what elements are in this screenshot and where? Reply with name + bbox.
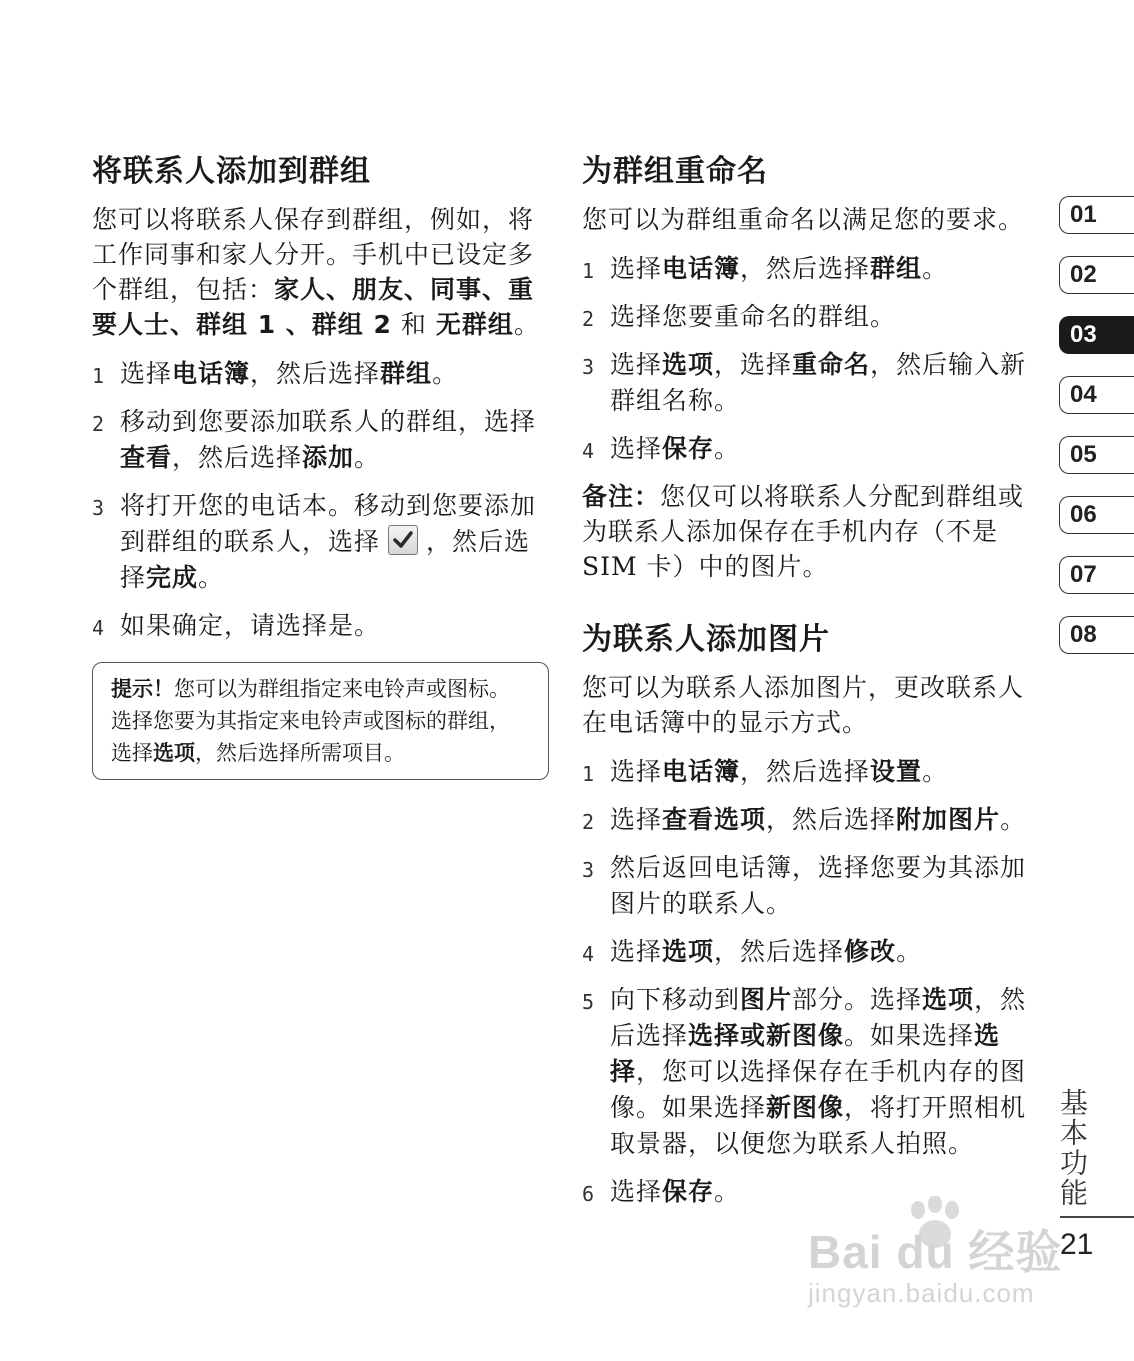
note-paragraph: 备注：您仅可以将联系人分配到群组或为联系人添加保存在手机内存（不是 SIM 卡）中的图片。 [582,482,1025,581]
left-column [92,150,548,780]
tab-04[interactable]: 04 [1059,376,1134,414]
step-item: 1 选择电话簿，然后选择设置。 [582,757,949,786]
add-to-group-steps [92,356,548,644]
picture-steps [582,754,1034,1210]
checkmark-icon [388,525,418,555]
rename-intro: 您可以为群组重命名以满足您的要求。 [582,205,1025,234]
step-item: 6 选择保存。 [582,1177,741,1206]
step-item: 4 选择保存。 [582,434,741,463]
section-title-add-picture: 为联系人添加图片 [582,622,830,657]
step-item: 3 将打开您的电话本。移动到您要添加到群组的联系人，选择 ，然后选择完成。 [92,491,537,592]
intro-paragraph: 您可以将联系人保存到群组，例如，将工作同事和家人分开。手机中已设定多个群组，包括：家人、朋友、同事、重要人士、群组 1 、群组 2 和 无群组。 [92,205,540,339]
section-title-rename-group: 为群组重命名 [582,154,768,189]
step-item: 3 选择选项，选择重命名，然后输入新群组名称。 [582,350,1027,415]
watermark-logo: Bai du 经验 [808,1226,1063,1278]
step-item: 2 选择查看选项，然后选择附加图片。 [582,805,1027,834]
tab-03[interactable]: 03 [1059,316,1134,354]
tab-07[interactable]: 07 [1059,556,1134,594]
step-item: 1 选择电话簿，然后选择群组。 [582,254,949,283]
step-item: 4 如果确定，请选择是。 [92,611,381,640]
watermark [808,1196,1068,1316]
tab-01[interactable]: 01 [1059,196,1134,234]
chapter-tabs [1059,196,1134,676]
step-item: 5 向下移动到图片部分。选择选项，然后选择选择或新图像。如果选择选择，您可以选择保存在手机内存的图像。如果选择新图像，将打开照相机取景器，以便您为联系人拍照。 [582,985,1027,1158]
watermark-url: jingyan.baidu.com [808,1278,1035,1308]
page-number: 21 [1060,1228,1094,1261]
step-item: 1 选择电话簿，然后选择群组。 [92,359,459,388]
page-divider [1060,1216,1134,1218]
chapter-label: 基本功能 [1056,1088,1089,1208]
step-item: 4 选择选项，然后选择修改。 [582,937,923,966]
tab-08[interactable]: 08 [1059,616,1134,654]
rename-steps [582,251,1034,467]
tab-05[interactable]: 05 [1059,436,1134,474]
picture-intro: 您可以为联系人添加图片，更改联系人在电话簿中的显示方式。 [582,673,1025,737]
tab-06[interactable]: 06 [1059,496,1134,534]
right-column [582,150,1034,1222]
step-item: 2 移动到您要添加联系人的群组，选择查看，然后选择添加。 [92,407,537,472]
tip-box [92,662,549,780]
tip-text: 提示！您可以为群组指定来电铃声或图标。选择您要为其指定来电铃声或图标的群组，选择选项，然后选择所需项目。 [111,677,510,765]
section-title-add-to-group: 将联系人添加到群组 [92,154,371,189]
step-item: 2 选择您要重命名的群组。 [582,302,897,331]
tab-02[interactable]: 02 [1059,256,1134,294]
step-item: 3 然后返回电话簿，选择您要为其添加图片的联系人。 [582,853,1027,918]
